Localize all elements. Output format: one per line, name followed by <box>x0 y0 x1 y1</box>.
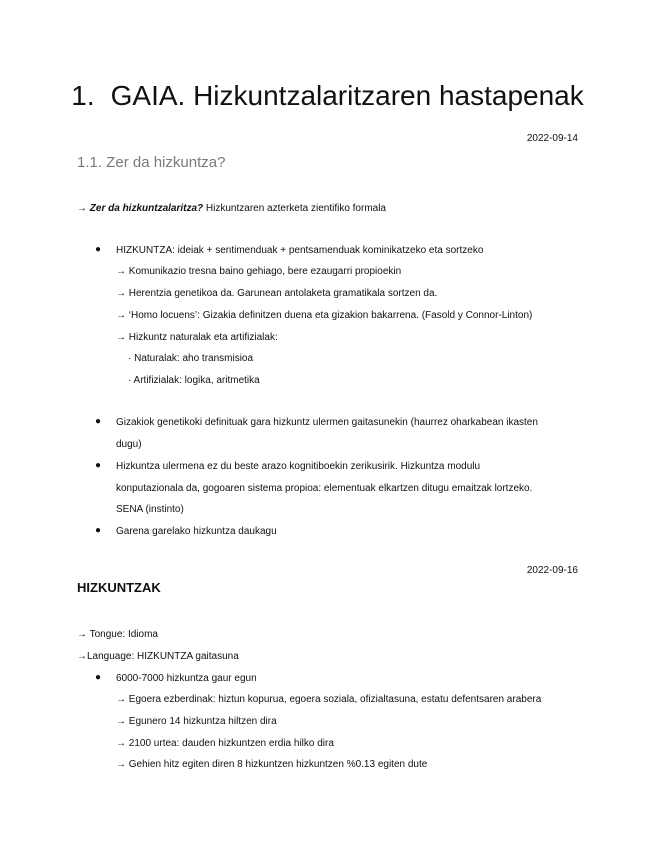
date-1: 2022-09-14 <box>526 133 578 144</box>
title-text: GAIA. Hizkuntzalaritzaren hastapenak <box>110 80 584 111</box>
question-answer: Hizkuntzaren azterketa zientifiko formala <box>203 203 386 214</box>
sub-item-2100: → 2100 urtea: dauden hizkuntzen erdia hilko dira <box>116 738 334 749</box>
bullet-icon: ● <box>95 672 102 683</box>
bullet-icon: ● <box>95 416 102 427</box>
question-bold: Zer da hizkuntzalaritza? <box>89 203 204 214</box>
bullet-genetikoki-line1: Gizakiok genetikoki definituak gara hizkuntz ulermen gaitasunekin (haurrez oharkabean ikasten <box>116 417 538 428</box>
sub-item-egoera: → Egoera ezberdinak: hiztun kopurua, egoera soziala, ofizialtasuna, estatu defentsaren arabera <box>116 694 542 705</box>
definition-line <box>77 202 386 216</box>
tongue-line: → Tongue: Idioma <box>77 629 158 640</box>
section-heading-1: 1.1. Zer da hizkuntza? <box>77 154 226 171</box>
bullet-icon: ● <box>95 525 102 536</box>
sub-item-homo-locuens: → ‘Homo locuens’: Gizakia definitzen duena eta gizakion bakarrena. (Fasold y Connor-Linton) <box>116 310 533 321</box>
title-number: 1. <box>71 80 95 111</box>
bullet-genetikoki-line2: dugu) <box>116 439 142 450</box>
bullet-ulermena-line2: konputazionala da, gogoaren sistema propioa: elementuak elkartzen ditugu emaitzak lortzeko. <box>116 483 533 494</box>
sub-item-komunikazio: → Komunikazio tresna baino gehiago, bere ezaugarri propioekin <box>116 266 402 277</box>
sub-item-herentzia: → Herentzia genetikoa da. Garunean antolaketa gramatikala sortzen da. <box>116 288 438 299</box>
sub-sub-item-naturalak: · Naturalak: aho transmisioa <box>128 353 254 364</box>
date-2: 2022-09-16 <box>526 565 578 576</box>
page-title <box>0 80 655 112</box>
language-line: →Language: HIZKUNTZA gaitasuna <box>77 651 239 662</box>
bullet-garena: Garena garelako hizkuntza daukagu <box>116 526 277 537</box>
bullet-hizkuntza-kopurua: 6000-7000 hizkuntza gaur egun <box>116 673 257 684</box>
sub-item-gehien: → Gehien hitz egiten diren 8 hizkuntzen hizkuntzen %0.13 egiten dute <box>116 759 428 770</box>
sub-sub-item-artifizialak: · Artifizialak: logika, aritmetika <box>128 375 260 386</box>
bullet-ulermena-line1: Hizkuntza ulermena ez du beste arazo kognitiboekin zerikusirik. Hizkuntza modulu <box>116 461 481 472</box>
bullet-hizkuntza: HIZKUNTZA: ideiak + sentimenduak + pentsamenduak kominikatzeko eta sortzeko <box>116 245 484 256</box>
bullet-icon: ● <box>95 460 102 471</box>
sub-item-egunero: → Egunero 14 hizkuntza hiltzen dira <box>116 716 277 727</box>
bullet-icon: ● <box>95 244 102 255</box>
sub-item-naturalak-artifizialak: → Hizkuntz naturalak eta artifizialak: <box>116 332 278 343</box>
bullet-ulermena-line3: SENA (instinto) <box>116 504 184 515</box>
section-heading-2: HIZKUNTZAK <box>77 580 161 595</box>
arrow-icon: → <box>77 203 87 214</box>
